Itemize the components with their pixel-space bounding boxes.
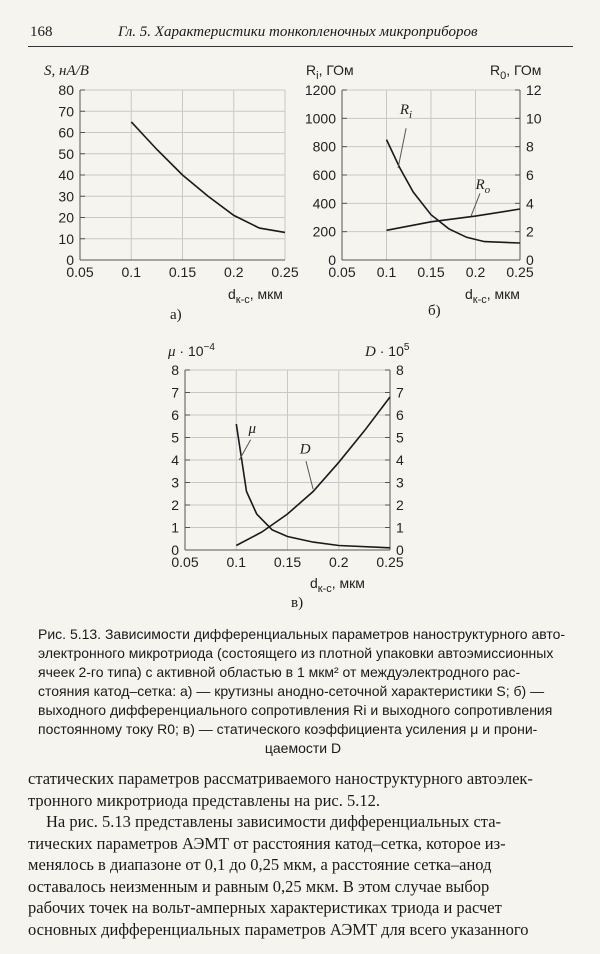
y-axis-label-left: $\mu \cdot 10^{-4}$ xyxy=(168,342,215,360)
y-tick-label: 0 xyxy=(328,252,336,268)
series-line-S xyxy=(131,122,285,232)
y-tick-label: 50 xyxy=(58,145,74,162)
x-tick-label: 0.2 xyxy=(224,264,244,280)
x-tick-label: 0.1 xyxy=(226,554,246,570)
body-line: статических параметров рассматриваемого наноструктурного автоэлек- xyxy=(28,769,533,788)
y-right-tick-label: 5 xyxy=(396,429,404,446)
y-right-tick-label: 2 xyxy=(526,223,534,240)
x-axis-label: $d_{к-с}$, мкм xyxy=(465,286,520,306)
y-tick-label: 1200 xyxy=(304,82,336,98)
x-tick-label: 0.2 xyxy=(329,554,349,570)
y-axis-label-right: $R_0$, ГОм xyxy=(490,62,542,82)
y-right-tick-label: 2 xyxy=(396,497,404,513)
x-tick-label: 0.05 xyxy=(328,264,356,280)
x-axis-label: $d_{к-с}$, мкм xyxy=(310,575,365,595)
y-tick-label: 1 xyxy=(171,519,179,536)
page-number: 168 xyxy=(30,24,53,40)
y-tick-label: 0 xyxy=(171,542,179,558)
x-tick-label: 0.1 xyxy=(376,264,397,280)
x-tick-label: 0.15 xyxy=(417,264,445,280)
series-line-D xyxy=(236,397,390,546)
y-right-tick-label: 8 xyxy=(396,362,404,378)
caption-line: Рис. 5.13. Зависимости дифференциальных параметров наноструктурного авто- xyxy=(38,626,566,642)
y-right-tick-label: 6 xyxy=(526,167,534,183)
y-tick-label: 7 xyxy=(171,384,179,401)
y-right-tick-label: 8 xyxy=(526,138,534,155)
y-tick-label: 200 xyxy=(312,223,336,240)
y-right-tick-label: 1 xyxy=(396,519,404,536)
y-tick-label: 0 xyxy=(66,252,74,268)
chart-c-gain-permeability xyxy=(160,340,435,595)
caption-line: выходного дифференциального сопротивления Ri и выходного сопротивления xyxy=(38,702,553,718)
y-right-tick-label: 0 xyxy=(396,542,404,558)
body-line: тронного микротриода представлены на рис. 5.12. xyxy=(28,790,380,810)
chart-b-resistance xyxy=(300,55,575,305)
series-annotation-mu: μ xyxy=(248,421,257,437)
y-tick-label: 10 xyxy=(58,230,74,247)
series-line-μ xyxy=(236,424,390,548)
y-tick-label: 3 xyxy=(171,474,179,491)
y-right-tick-label: 4 xyxy=(526,195,534,212)
y-tick-label: 70 xyxy=(58,103,74,120)
body-line: тических параметров АЭМТ от расстояния катод–сетка, которое из- xyxy=(28,833,506,853)
y-tick-label: 5 xyxy=(171,429,179,446)
y-tick-label: 20 xyxy=(58,209,74,226)
panel-label-c: в) xyxy=(291,595,304,611)
y-tick-label: 6 xyxy=(171,407,179,423)
x-tick-label: 0.25 xyxy=(271,264,299,280)
x-tick-label: 0.05 xyxy=(171,554,199,570)
annotation-leader-D xyxy=(306,461,313,489)
caption-line: постоянному току R0; в) — статического коэффициента усиления μ и прони- xyxy=(38,721,538,737)
panel-label-a: а) xyxy=(170,307,182,323)
panel-label-b: б) xyxy=(428,303,441,319)
body-line: менялось в диапазоне от 0,1 до 0,25 мкм, а расстояние сетка–анод xyxy=(28,855,492,874)
running-title: Гл. 5. Характеристики тонкопленочных микроприборов xyxy=(118,24,478,40)
y-tick-label: 40 xyxy=(58,167,74,183)
x-tick-label: 0.25 xyxy=(376,554,404,570)
x-tick-label: 0.2 xyxy=(465,264,486,280)
x-tick-label: 0.15 xyxy=(273,554,302,570)
y-tick-label: 1000 xyxy=(304,110,336,127)
x-tick-label: 0.15 xyxy=(168,264,197,280)
y-axis-label-left: $R_i$, ГОм xyxy=(306,62,354,82)
page-header xyxy=(28,20,573,47)
y-tick-label: 80 xyxy=(58,82,74,98)
y-axis-label-right: $D \cdot 10^5$ xyxy=(365,342,410,360)
y-tick-label: 600 xyxy=(312,167,336,183)
y-right-tick-label: 7 xyxy=(396,384,404,401)
series-annotation-D: D xyxy=(299,441,311,458)
y-tick-label: 4 xyxy=(171,452,179,468)
y-tick-label: 800 xyxy=(312,138,336,155)
y-right-tick-label: 10 xyxy=(526,110,542,127)
y-tick-label: 60 xyxy=(58,124,74,141)
x-tick-label: 0.1 xyxy=(121,264,141,280)
y-right-tick-label: 0 xyxy=(526,252,534,268)
y-tick-label: 400 xyxy=(312,195,336,212)
y-right-tick-label: 4 xyxy=(396,452,404,468)
x-axis-label: $d_{к-с}$, мкм xyxy=(228,286,283,306)
caption-line: стояния катод–сетка: а) — крутизны анодно-сеточной характеристики S; б) — xyxy=(38,683,545,699)
series-line-R0 xyxy=(387,209,521,230)
body-line: На рис. 5.13 представлены зависимости дифференциальных ста- xyxy=(46,812,502,831)
caption-line: ячеек 2-го типа) с активной областью в 1 мкм² от междуэлектродного рас- xyxy=(38,664,521,680)
caption-line: электронного микротриода (состоящего из плотной упаковки автоэмиссионных xyxy=(38,645,554,661)
y-tick-label: 8 xyxy=(171,362,179,378)
series-annotation-R0: $R_o$ xyxy=(475,177,491,197)
body-text xyxy=(28,768,573,940)
annotation-leader-Ri xyxy=(398,128,406,168)
y-axis-label: S, нА/В xyxy=(44,63,89,79)
series-annotation-Ri: $R_i$ xyxy=(399,102,413,122)
x-tick-label: 0.25 xyxy=(506,264,534,280)
y-right-tick-label: 6 xyxy=(396,407,404,423)
body-line: основных дифференциальных параметров АЭМТ для всего указанного xyxy=(28,919,529,939)
body-line: рабочих точек на вольт-амперных характеристиках триода и расчет xyxy=(28,898,502,917)
series-line-Ri xyxy=(387,140,521,243)
y-right-tick-label: 12 xyxy=(526,82,542,98)
caption-line: цаемости D xyxy=(264,740,342,756)
y-tick-label: 2 xyxy=(171,497,179,513)
y-right-tick-label: 3 xyxy=(396,474,404,491)
figure-caption xyxy=(38,625,568,758)
x-tick-label: 0.05 xyxy=(66,264,94,280)
chart-a-transconductance xyxy=(40,55,310,305)
y-tick-label: 30 xyxy=(58,188,74,205)
body-line: оставалось неизменным и равным 0,25 мкм. В этом случае выбор xyxy=(28,876,490,896)
